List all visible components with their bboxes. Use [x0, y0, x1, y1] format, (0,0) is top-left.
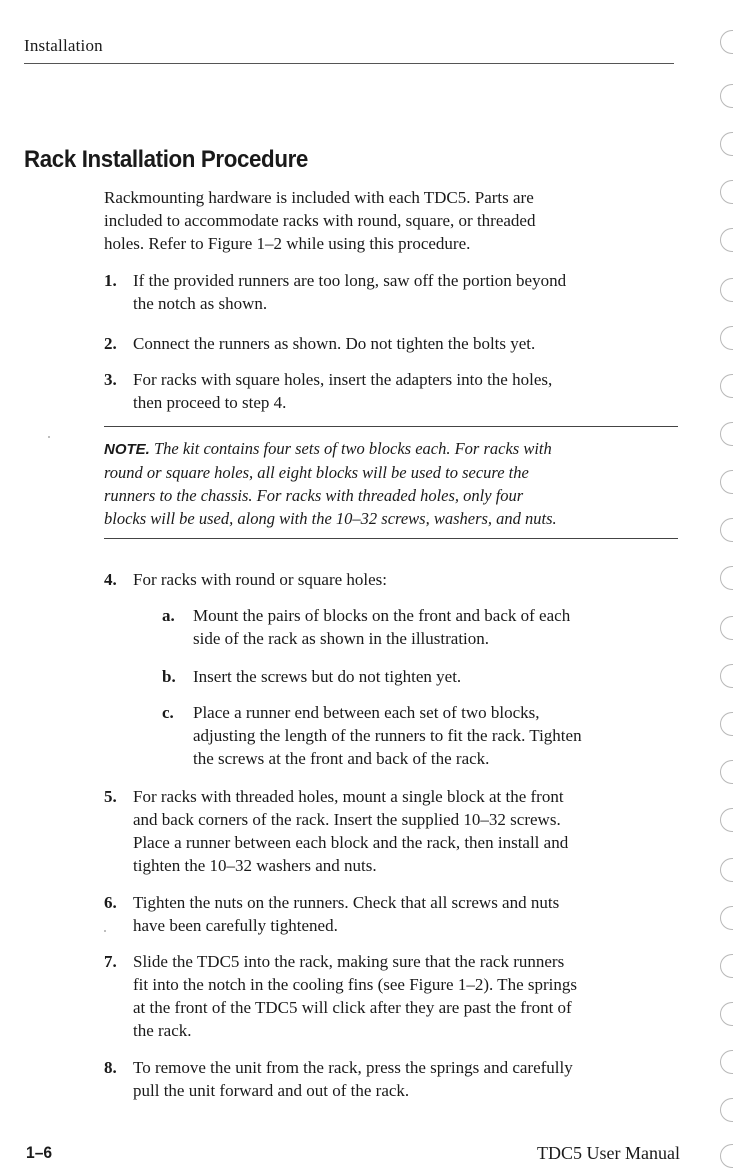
intro-line: included to accommodate racks with round, square, or threaded: [104, 211, 536, 230]
substep-b: [162, 665, 682, 688]
step-number: 1.: [104, 271, 117, 290]
binder-hole: [720, 808, 733, 832]
section-title: Rack Installation Procedure: [24, 146, 308, 173]
step-line: For racks with threaded holes, mount a single block at the front: [133, 787, 564, 806]
substep-letter: a.: [162, 606, 175, 625]
binder-hole: [720, 760, 733, 784]
binder-hole: [720, 422, 733, 446]
binder-hole: [720, 180, 733, 204]
step-line: Slide the TDC5 into the rack, making sure that the rack runners: [133, 952, 565, 971]
binder-hole: [720, 906, 733, 930]
step-3: [104, 368, 684, 414]
note-line: round or square holes, all eight blocks will be used to secure the: [104, 463, 529, 482]
binder-hole: [720, 132, 733, 156]
binder-hole: [720, 374, 733, 398]
binder-hole: [720, 84, 733, 108]
substep-line: the screws at the front and back of the rack.: [193, 749, 490, 768]
step-line: tighten the 10–32 washers and nuts.: [133, 856, 377, 875]
substep-letter: b.: [162, 667, 176, 686]
intro-line: Rackmounting hardware is included with each TDC5. Parts are: [104, 188, 534, 207]
step-2: [104, 332, 684, 355]
step-line: then proceed to step 4.: [133, 393, 287, 412]
step-line: If the provided runners are too long, saw off the portion beyond: [133, 271, 567, 290]
step-line: To remove the unit from the rack, press the springs and carefully: [133, 1058, 573, 1077]
binder-hole: [720, 1050, 733, 1074]
substep-line: adjusting the length of the runners to fit the rack. Tighten: [193, 726, 582, 745]
intro-paragraph: [104, 186, 664, 255]
page-number: 1–6: [26, 1143, 53, 1162]
substep-a: [162, 604, 682, 650]
step-7: [104, 950, 684, 1042]
binder-hole: [720, 470, 733, 494]
step-number: 4.: [104, 570, 117, 589]
step-number: 8.: [104, 1058, 117, 1077]
step-number: 6.: [104, 893, 117, 912]
step-line: have been carefully tightened.: [133, 916, 338, 935]
step-5: [104, 785, 684, 877]
binder-hole: [720, 1144, 733, 1168]
step-number: 7.: [104, 952, 117, 971]
binder-hole: [720, 1002, 733, 1026]
step-6: [104, 891, 684, 937]
header-rule: [24, 63, 674, 64]
substep-c: [162, 701, 682, 770]
step-4: [104, 568, 684, 591]
note-line: runners to the chassis. For racks with threaded holes, only four: [104, 486, 524, 505]
binder-hole: [720, 566, 733, 590]
step-line: at the front of the TDC5 will click after they are past the front of: [133, 998, 572, 1017]
step-line: For racks with round or square holes:: [133, 570, 388, 589]
binder-hole: [720, 954, 733, 978]
note-label: NOTE.: [104, 441, 150, 458]
step-line: fit into the notch in the cooling fins (see Figure 1–2). The springs: [133, 975, 577, 994]
substep-line: Place a runner end between each set of two blocks,: [193, 703, 540, 722]
step-line: pull the unit forward and out of the rack.: [133, 1081, 410, 1100]
binder-hole: [720, 518, 733, 542]
intro-line: holes. Refer to Figure 1–2 while using this procedure.: [104, 234, 471, 253]
step-line: and back corners of the rack. Insert the supplied 10–32 screws.: [133, 810, 561, 829]
step-line: Place a runner between each block and the rack, then install and: [133, 833, 569, 852]
note-rule-top: [104, 426, 678, 427]
binder-hole: [720, 616, 733, 640]
binder-hole: [720, 664, 733, 688]
step-line: the notch as shown.: [133, 294, 268, 313]
running-head: Installation: [24, 36, 103, 55]
step-number: 3.: [104, 370, 117, 389]
scan-speck: [104, 930, 106, 932]
step-1: [104, 269, 684, 315]
substep-line: Mount the pairs of blocks on the front and back of each: [193, 606, 571, 625]
note-line: The kit contains four sets of two blocks each. For racks with: [149, 439, 552, 458]
step-line: Tighten the nuts on the runners. Check that all screws and nuts: [133, 893, 560, 912]
scan-speck: [48, 436, 50, 438]
binder-hole: [720, 278, 733, 302]
note-line: blocks will be used, along with the 10–32 screws, washers, and nuts.: [104, 509, 557, 528]
step-number: 2.: [104, 334, 117, 353]
note-rule-bottom: [104, 538, 678, 539]
substep-line: side of the rack as shown in the illustration.: [193, 629, 490, 648]
binder-hole: [720, 326, 733, 350]
step-line: For racks with square holes, insert the adapters into the holes,: [133, 370, 553, 389]
step-line: the rack.: [133, 1021, 192, 1040]
binder-holes: [716, 0, 738, 1176]
binder-hole: [720, 228, 733, 252]
step-line: Connect the runners as shown. Do not tighten the bolts yet.: [133, 334, 536, 353]
binder-hole: [720, 30, 733, 54]
binder-hole: [720, 858, 733, 882]
note-block: [104, 437, 664, 530]
binder-hole: [720, 712, 733, 736]
substep-line: Insert the screws but do not tighten yet.: [193, 667, 462, 686]
step-8: [104, 1056, 684, 1102]
substep-letter: c.: [162, 703, 174, 722]
step-number: 5.: [104, 787, 117, 806]
footer-manual-title: TDC5 User Manual: [537, 1143, 680, 1163]
binder-hole: [720, 1098, 733, 1122]
